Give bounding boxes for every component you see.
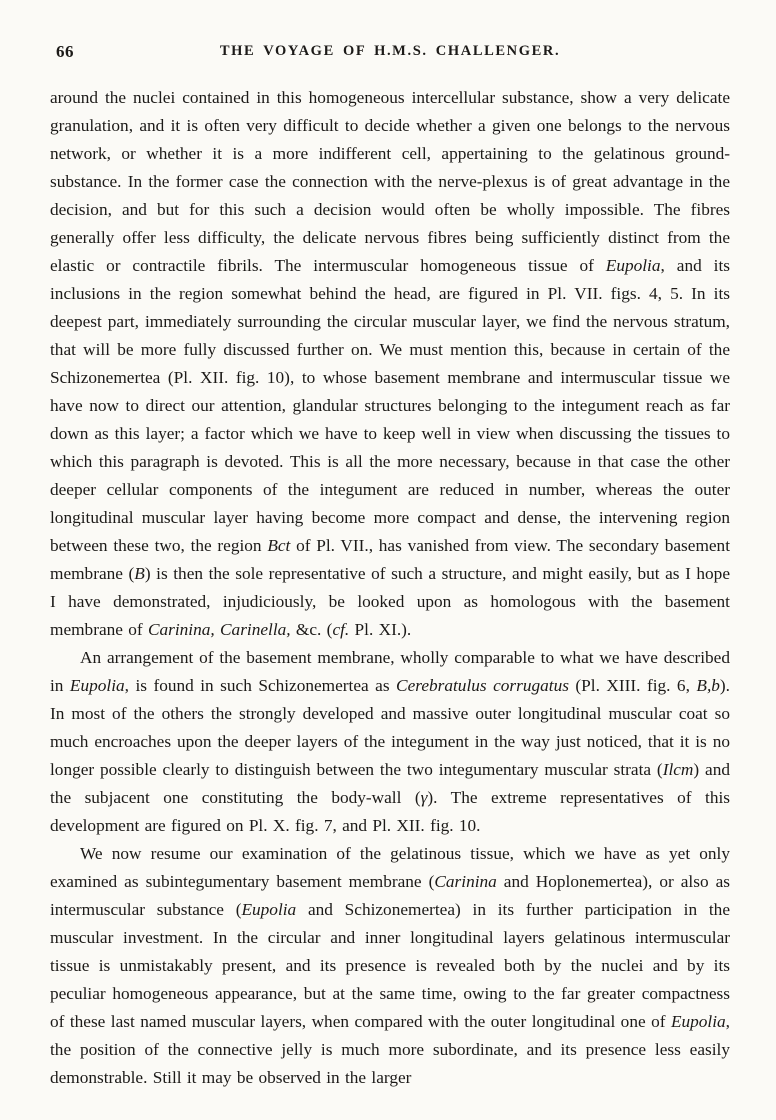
text-run: Pl. XI.). bbox=[349, 620, 412, 639]
italic-run: cf. bbox=[332, 620, 350, 639]
italic-run: Eupolia bbox=[241, 900, 297, 919]
text-run: , is found in such Schizonemertea as bbox=[124, 676, 397, 695]
paragraph bbox=[50, 644, 730, 840]
italic-run: B,b bbox=[696, 676, 720, 695]
text-run: ). In most of the others the strongly developed and massive outer longitudinal muscular coat so much encroaches upon the deeper layers of the integument in the way just noticed, that it is no longer possible clearly to distinguish between the two integumentary muscular strata ( bbox=[50, 676, 730, 779]
text-run: and Schizonemertea) in its further participation in the muscular investment. In the circular and inner longitudinal layers gelatinous intermuscular tissue is unmistakably present, and its presence is revealed both by the nuclei and by its peculiar homogeneous appearance, but at the same time, owing to the far greater compactness of these last named muscular layers, when compared with the outer longitudinal one of bbox=[50, 900, 730, 1031]
italic-run: B bbox=[134, 564, 145, 583]
page-number: 66 bbox=[56, 42, 74, 61]
italic-run: Carinina, Carinella, bbox=[147, 620, 291, 639]
italic-run: Eupolia bbox=[69, 676, 125, 695]
text-run: ) is then the sole representative of such a structure, and might easily, but as I hope I have demonstrated, injudiciously, be looked upon as homologous with the basement membrane of bbox=[50, 564, 730, 639]
page-body bbox=[50, 84, 730, 1092]
italic-run: Carinina bbox=[434, 872, 497, 891]
text-run: ). The extreme representatives of this development are figured on Pl. X. fig. 7, and Pl. XII. fig. 10. bbox=[50, 788, 730, 835]
paragraph bbox=[50, 840, 730, 1092]
text-run: and Hoplonemertea), or also as intermuscular substance ( bbox=[50, 872, 730, 919]
italic-run: Bct bbox=[267, 536, 291, 555]
text-run: of Pl. VII., has vanished from view. The secondary basement membrane ( bbox=[50, 536, 730, 583]
text-run: We now resume our examination of the gelatinous tissue, which we have as yet only examined as subintegumentary basement membrane ( bbox=[50, 844, 730, 891]
text-run: &c. ( bbox=[290, 620, 333, 639]
running-header-title: THE VOYAGE OF H.M.S. CHALLENGER. bbox=[219, 43, 561, 59]
italic-run: Cerebratulus corrugatus bbox=[396, 676, 569, 695]
text-run: (Pl. XIII. fig. 6, bbox=[568, 676, 697, 695]
italic-run: Eupolia bbox=[670, 1012, 726, 1031]
text-run: , and its inclusions in the region somewhat behind the head, are figured in Pl. VII. figs. 4, 5. In its deepest part, immediately surrounding the circular muscular layer, we find the nervous stratum, that will be more fully discussed further on. We must mention this, because in certain of the Schizonemertea (Pl. XII. fig. 10), to whose basement membrane and intermuscular tissue we have now to direct our attention, glandular structures belonging to the integument reach as far down as this layer; a factor which we have to keep well in view when discussing the tissues to which this paragraph is devoted. This is all the more necessary, because in that case the other deeper cellular components of the integument are reduced in number, whereas the outer longitudinal muscular layer having become more compact and dense, the intervening region between these two, the region bbox=[50, 256, 730, 555]
italic-run: γ bbox=[420, 788, 428, 807]
running-header bbox=[50, 40, 730, 66]
text-run: An arrangement of the basement membrane, wholly comparable to what we have described in bbox=[50, 648, 730, 695]
italic-run: Eupolia bbox=[605, 256, 661, 275]
text-run: around the nuclei contained in this homogeneous intercellular substance, show a very delicate granulation, and it is often very difficult to decide whether a given one belongs to the nervous network, or whether it is a more indifferent cell, appertaining to the gelatinous ground-substance. In the former case the connection with the nerve-plexus is of great advantage in the decision, and but for this such a decision would often be wholly impossible. The fibres generally offer less difficulty, the delicate nervous fibres being sufficiently distinct from the elastic or contractile fibrils. The intermuscular homogeneous tissue of bbox=[50, 88, 730, 275]
text-run: , the position of the connective jelly is much more subordinate, and its presence less easily demonstrable. Still it may be observed in the larger bbox=[50, 1012, 730, 1087]
text-run: ) and the subjacent one constituting the body-wall ( bbox=[50, 760, 730, 807]
paragraph bbox=[50, 84, 730, 644]
italic-run: Ilcm bbox=[662, 760, 694, 779]
